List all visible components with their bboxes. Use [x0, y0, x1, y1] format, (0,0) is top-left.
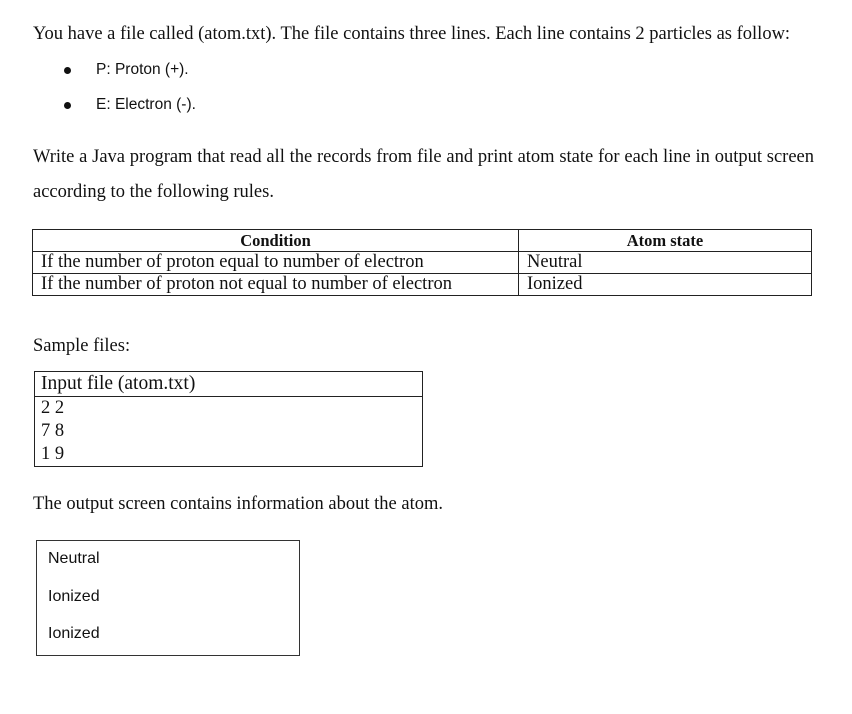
particle-list — [58, 58, 196, 128]
file-line: 7 8 — [41, 421, 65, 441]
output-line: Ionized — [48, 588, 100, 605]
file-line: 2 2 — [41, 398, 65, 418]
state-cell: Neutral — [519, 252, 812, 274]
instruction-paragraph: Write a Java program that read all the records from file and print atom state for each line in output screen according to the following rules. — [33, 147, 814, 202]
state-cell: Ionized — [519, 274, 812, 296]
list-item: P: Proton (+). — [58, 58, 196, 93]
condition-cell: If the number of proton equal to number of electron — [33, 252, 519, 274]
sample-file-table — [34, 371, 423, 467]
atom-state-header: Atom state — [519, 230, 812, 252]
sample-file-header: Input file (atom.txt) — [35, 372, 423, 397]
output-screen — [36, 540, 300, 656]
file-line: 1 9 — [41, 444, 65, 464]
table-row — [33, 252, 812, 274]
table-row — [33, 274, 812, 296]
output-line: Neutral — [48, 550, 100, 567]
output-description: The output screen contains information about the atom. — [33, 494, 443, 514]
condition-cell: If the number of proton not equal to number of electron — [33, 274, 519, 296]
rules-table — [32, 229, 812, 296]
sample-files-label: Sample files: — [33, 336, 131, 356]
list-item: E: Electron (-). — [58, 93, 196, 128]
table-header-row — [33, 230, 812, 252]
condition-header: Condition — [33, 230, 519, 252]
sample-file-contents — [35, 397, 423, 467]
intro-text: You have a file called (atom.txt). The file contains three lines. Each line contains 2 particles as follow: — [33, 24, 791, 44]
output-line: Ionized — [48, 625, 100, 642]
